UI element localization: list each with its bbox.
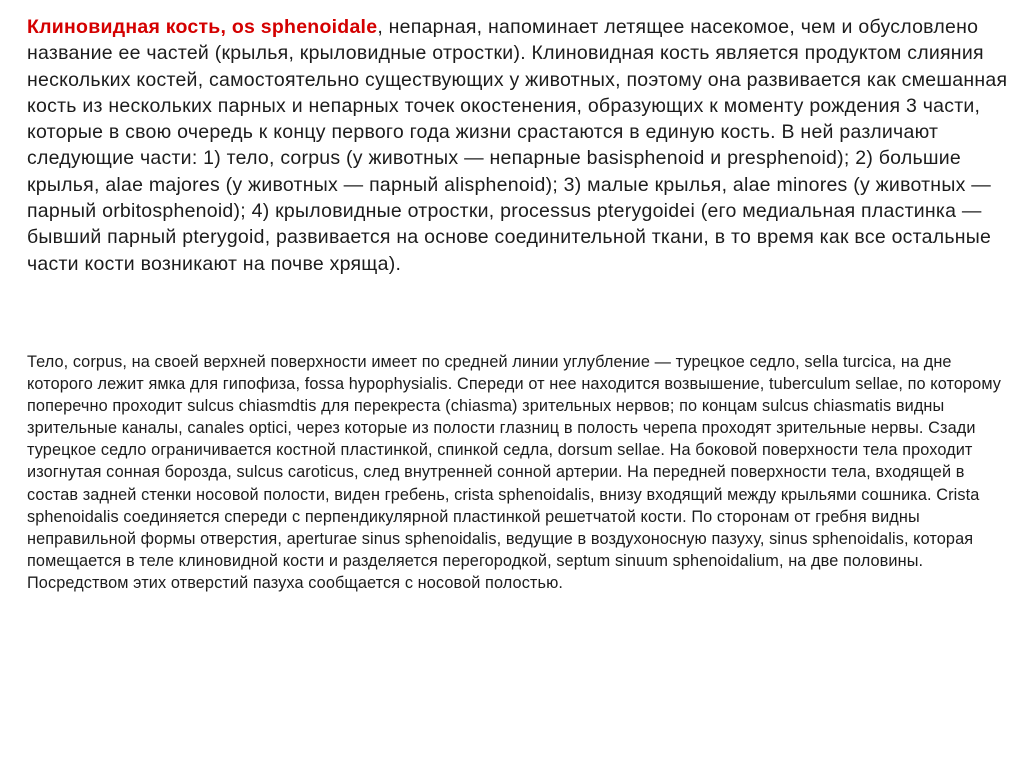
term-highlight: Клиновидная кость, os sphenoidale bbox=[27, 16, 378, 38]
intro-paragraph-text: , непарная, напоминает летящее насекомое, чем и обусловлено название ее частей (крылья, крыловидные отростки). Клиновидная кость является продуктом слияния нескольких костей, самостоятельно существующих у животных, поэтому она развивается как смешанная кость из нескольких парных и непарных точек окостенения, образующих к моменту рождения 3 части, которые в свою очередь к концу первого года жизни срастаются в единую кость. В ней различают следующие части: 1) тело, corpus (у животных — непарные basisphenoid и presphenoid); 2) большие крылья, alae majores (у животных — парный alisphenoid); 3) малые крылья, alae minores (у животных — парный orbitosphenoid); 4) крыловидные отростки, processus pterygoidei (его медиальная пластинка — бывший парный pterygoid, развивается на основе соединительной ткани, в то время как все остальные части кости возникают на почве хряща). bbox=[27, 16, 1008, 275]
body-paragraph: Тело, corpus, на своей верхней поверхности имеет по средней линии углубление — турецкое седло, sella turcica, на дне которого лежит ямка для гипофиза, fossa hypophysialis. Спереди от нее находится возвышение, tuberculum sellae, по которому поперечно проходит sulcus chiasmdtis для перекреста (chiasma) зрительных нервов; по концам sulcus chiasmatis видны зрительные каналы, canales optici, через которые из полости глазниц в полость черепа проходят зрительные нервы. Сзади турецкое седло ограничивается костной пластинкой, спинкой седла, dorsum sellae. На боковой поверхности тела проходит изогнутая сонная борозда, sulcus caroticus, след внутренней сонной артерии. На передней поверхности тела, входящей в состав задней стенки носовой полости, виден гребень, crista sphenoidalis, внизу входящий между крыльями сошника. Crista sphenoidalis соединяется спереди с перпендикулярной пластинкой решетчатой кости. По сторонам от гребня видны неправильной формы отверстия, aperturae sinus sphenoidalis, ведущие в воздухоносную пазуху, sinus sphenoidalis, которая помещается в теле клиновидной кости и разделяется перегородкой, septum sinuum sphenoidalium, на две половины. Посредством этих отверстий пазуха сообщается с носовой полостью. bbox=[27, 353, 1002, 592]
intro-paragraph bbox=[27, 14, 1012, 277]
